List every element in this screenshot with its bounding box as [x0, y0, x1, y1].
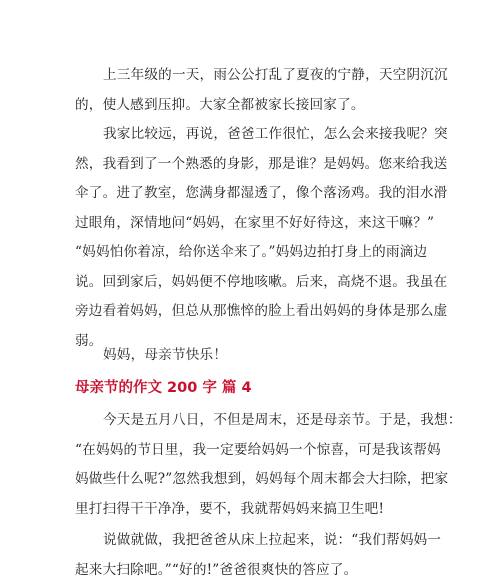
text-line: 说。回到家后，妈妈便不停地咳嗽。后来，高烧不退。我虽在: [75, 268, 425, 298]
text-line: “在妈妈的节日里，我一定要给妈妈一个惊喜，可是我该帮妈: [75, 436, 425, 466]
text-line: 妈做些什么呢?”忽然我想到，妈妈每个周末都会大扫除，把家: [75, 465, 425, 495]
text-line: 里打扫得干干净净，要不，我就帮妈妈来搞卫生吧!: [75, 495, 425, 525]
text-line: 妈妈，母亲节快乐！: [75, 341, 425, 371]
text-line: 说做就做，我把爸爸从床上拉起来，说：“我们帮妈妈一: [75, 526, 425, 556]
text-line: 上三年级的一天，雨公公打乱了夏夜的宁静，天空阴沉沉: [75, 61, 425, 91]
text-line: 的，使人感到压抑。大家全都被家长接回家了。: [75, 91, 425, 121]
paragraph-1: [75, 61, 425, 120]
text-line: 起来大扫除吧。”“好的!”爸爸很爽快的答应了。: [75, 556, 425, 585]
text-line: 我家比较远，再说，爸爸工作很忙，怎么会来接我呢？突: [75, 120, 425, 150]
section-heading: 母亲节的作文 200 字 篇 4: [75, 378, 252, 398]
paragraph-2: [75, 120, 425, 356]
text-line: 弱。: [75, 327, 425, 357]
text-line: 伞了。进了教室，您满身都湿透了，像个落汤鸡。我的泪水滑: [75, 179, 425, 209]
text-line: 旁边看着妈妈，但总从那憔悴的脸上看出妈妈的身体是那么虚: [75, 297, 425, 327]
paragraph-5: [75, 526, 425, 585]
text-line: 今天是五月八日，不但是周末，还是母亲节。于是，我想：: [75, 406, 425, 436]
paragraph-4: [75, 406, 425, 524]
text-line: “妈妈怕你着凉，给你送伞来了。”妈妈边拍打身上的雨滴边: [75, 238, 425, 268]
text-line: 然，我看到了一个熟悉的身影，那是谁？是妈妈。您来给我送: [75, 150, 425, 180]
text-line: 过眼角，深情地问“妈妈，在家里不好好待这，来这干嘛？”: [75, 209, 425, 239]
paragraph-3: [75, 341, 425, 371]
